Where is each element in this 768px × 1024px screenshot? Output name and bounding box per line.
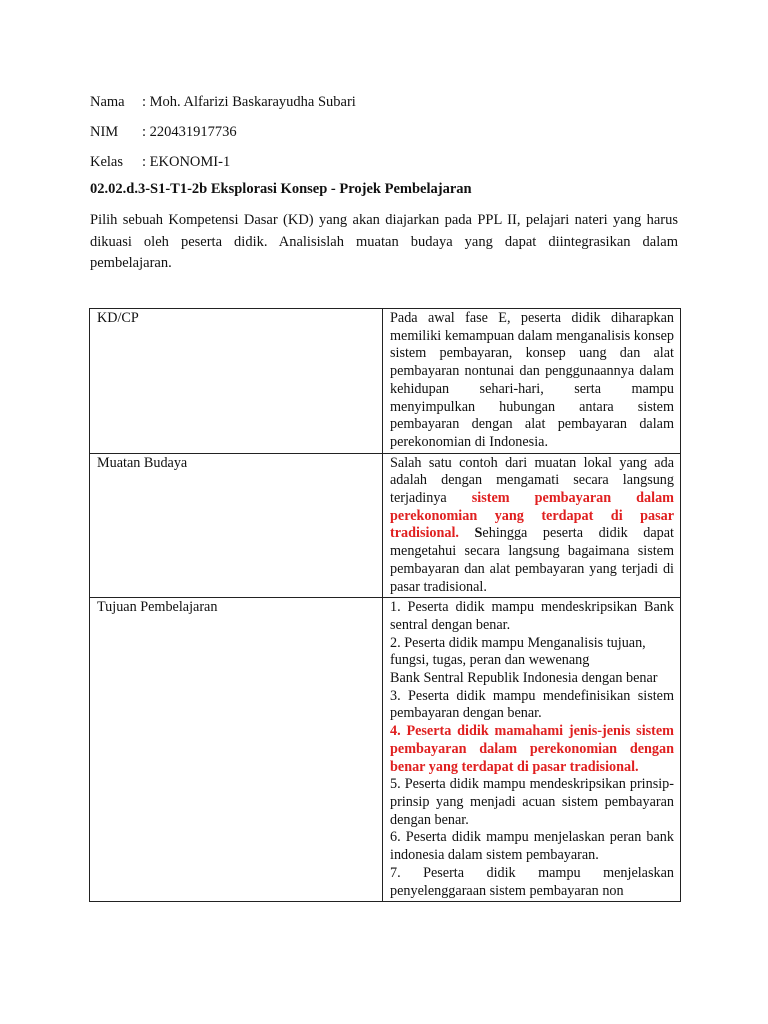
class-line: [90, 153, 230, 171]
kd-table: [89, 308, 681, 902]
tujuan-item-4: 4. Peserta didik mamahami jenis-jenis sistem pembayaran dalam perekonomian dengan benar yang terdapat di pasar tradisional.: [390, 723, 674, 775]
table-row-budaya: [90, 453, 681, 598]
tujuan-item-1: 1. Peserta didik mampu mendeskripsikan Bank sentral dengan benar.: [390, 599, 674, 633]
tujuan-item-2b: Bank Sentral Republik Indonesia dengan benar: [390, 670, 658, 687]
table-row-tujuan: [90, 598, 681, 902]
budaya-text-part1: Salah satu contoh dari muatan lokal yang ada adalah dengan mengamati secara langsung terjadinya: [390, 454, 674, 507]
table-row-kd: [90, 309, 681, 454]
tujuan-label-cell: Tujuan Pembelajaran: [90, 598, 383, 902]
kd-label-cell: KD/CP: [90, 309, 383, 454]
nim-line: [90, 123, 237, 141]
nim-value: : 220431917736: [142, 124, 237, 140]
nim-label: NIM: [90, 124, 119, 140]
tujuan-item-5: 5. Peserta didik mampu mendeskripsikan prinsip-prinsip yang menjadi acuan sistem pembayaran dengan benar.: [390, 776, 674, 828]
kd-content-cell: Pada awal fase E, peserta didik diharapkan memiliki kemampuan dalam menganalisis konsep sistem pembayaran, konsep uang dan alat pembayaran nontunai dan penggunaannya dalam kehidupan sehari-hari, serta mampu menyimpulkan hubungan antara sistem pembayaran dengan alat pembayaran dalam perekonomian di Indonesia.: [383, 309, 681, 454]
budaya-label-cell: Muatan Budaya: [90, 453, 383, 598]
budaya-highlight-text: sistem pembayaran dalam perekonomian yang terdapat di pasar tradisional.: [390, 490, 674, 542]
assignment-title: 02.02.d.3-S1-T1-2b Eksplorasi Konsep - Projek Pembelajaran: [90, 181, 472, 197]
budaya-bold-letter: S: [458, 525, 483, 542]
budaya-content-cell: [383, 453, 681, 598]
tujuan-item-2a: 2. Peserta didik mampu Menganalisis tujuan, fungsi, tugas, peran dan wewenang: [390, 634, 646, 669]
tujuan-item-3: 3. Peserta didik mampu mendefinisikan sistem pembayaran dengan benar.: [390, 687, 674, 722]
tujuan-item-7: 7. Peserta didik mampu menjelaskan penyelenggaraan sistem pembayaran non: [390, 864, 674, 899]
class-label: Kelas: [90, 154, 124, 170]
name-line: [90, 93, 356, 111]
budaya-text-part2: ehingga peserta didik dapat mengetahui secara langsung bagaimana sistem pembayaran dan alat pembayaran yang terjadi di pasar tradisional.: [390, 525, 674, 595]
name-value: : Moh. Alfarizi Baskarayudha Subari: [142, 94, 356, 110]
name-label: Nama: [90, 94, 125, 110]
tujuan-content-cell: [383, 598, 681, 902]
instruction-paragraph: Pilih sebuah Kompetensi Dasar (KD) yang akan diajarkan pada PPL II, pelajari nateri yang harus dikuasi oleh peserta didik. Analisislah muatan budaya yang dapat diintegrasikan dalam pembelajaran.: [90, 212, 678, 271]
tujuan-item-6: 6. Peserta didik mampu menjelaskan peran bank indonesia dalam sistem pembayaran.: [390, 829, 674, 864]
class-value: : EKONOMI-1: [142, 154, 231, 170]
